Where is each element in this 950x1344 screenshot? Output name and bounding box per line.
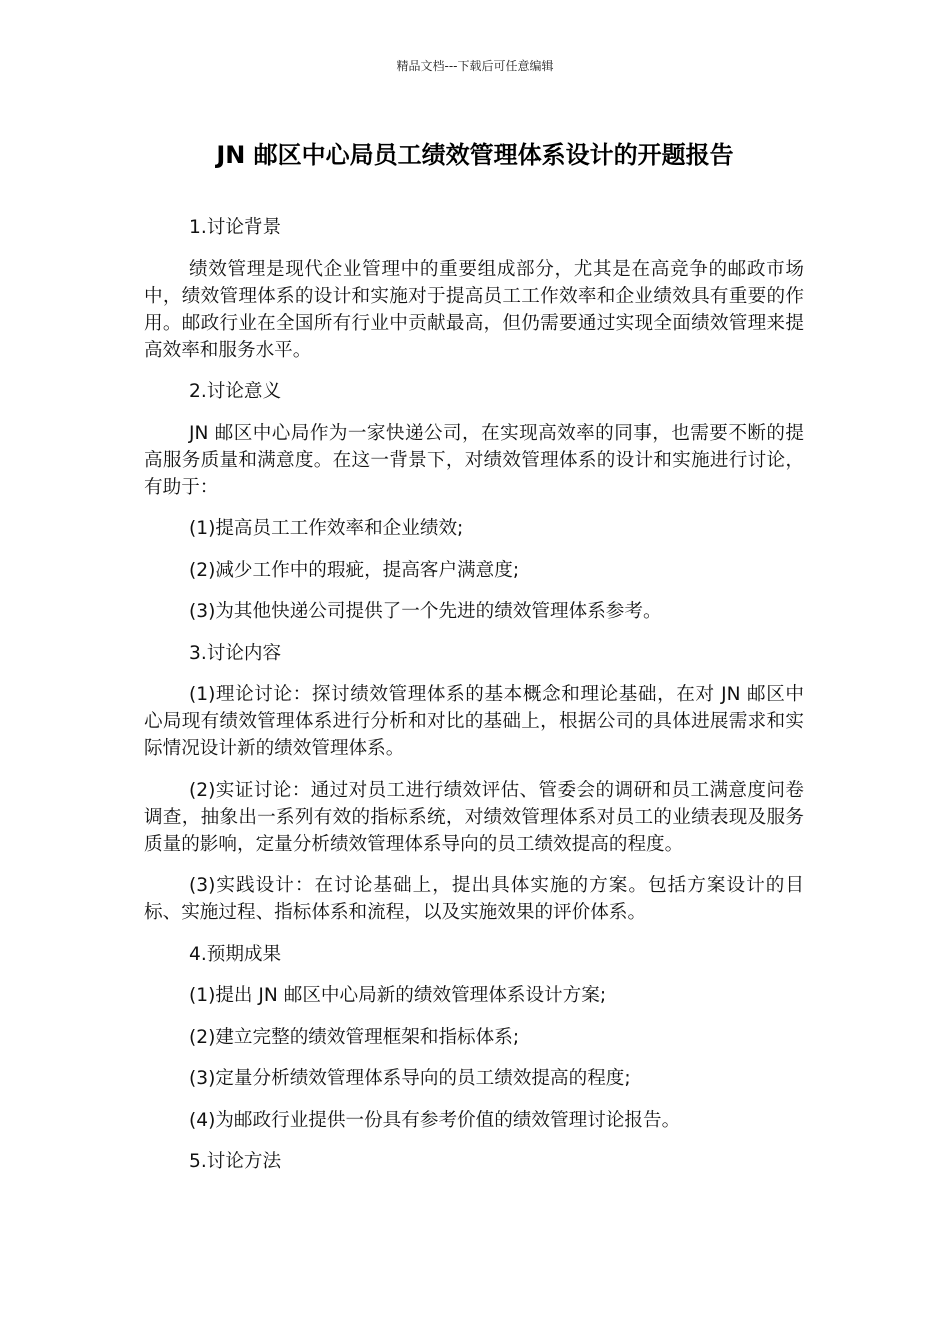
paragraph-background: 绩效管理是现代企业管理中的重要组成部分，尤其是在高竞争的邮政市场中，绩效管理体系的设计和实施对于提高员工工作效率和企业绩效具有重要的作用。邮政行业在全国所有行业中贡献最高，但仍需要通过实现全面绩效管理来提高效率和服务水平。 <box>144 258 804 361</box>
paragraph-content-practice: (3)实践设计：在讨论基础上，提出具体实施的方案。包括方案设计的目标、实施过程、指标体系和流程，以及实施效果的评价体系。 <box>144 875 804 923</box>
list-item-significance-3: (3)为其他快递公司提供了一个先进的绩效管理体系参考。 <box>189 601 662 622</box>
section-heading-methods: 5.讨论方法 <box>189 1151 282 1172</box>
list-item-significance-1: (1)提高员工工作效率和企业绩效; <box>189 518 464 539</box>
section-heading-significance: 2.讨论意义 <box>189 381 282 402</box>
list-item-outcome-2: (2)建立完整的绩效管理框架和指标体系; <box>189 1026 520 1048</box>
list-item-outcome-4: (4)为邮政行业提供一份具有参考价值的绩效管理讨论报告。 <box>189 1109 681 1131</box>
section-heading-background: 1.讨论背景 <box>189 217 282 238</box>
paragraph-content-theory: (1)理论讨论：探讨绩效管理体系的基本概念和理论基础，在对 JN 邮区中心局现有绩效管理体系进行分析和对比的基础上，根据公司的具体进展需求和实际情况设计新的绩效管理体系。 <box>144 684 804 759</box>
document-title: JN 邮区中心局员工绩效管理体系设计的开题报告 <box>216 141 734 169</box>
document-body <box>144 214 804 1190</box>
section-heading-content: 3.讨论内容 <box>189 642 282 664</box>
paragraph-significance: JN 邮区中心局作为一家快递公司，在实现高效率的同事，也需要不断的提高服务质量和满意度。在这一背景下，对绩效管理体系的设计和实施进行讨论，有助于： <box>144 422 804 498</box>
header-note: 精品文档---下载后可任意编辑 <box>396 59 554 73</box>
list-item-significance-2: (2)减少工作中的瑕疵，提高客户满意度; <box>189 559 520 581</box>
list-item-outcome-1: (1)提出 JN 邮区中心局新的绩效管理体系设计方案; <box>189 985 607 1006</box>
paragraph-content-empirical: (2)实证讨论：通过对员工进行绩效评估、管委会的调研和员工满意度问卷调查，抽象出一系列有效的指标系统，对绩效管理体系对员工的业绩表现及服务质量的影响，定量分析绩效管理体系导向的员工绩效提高的程度。 <box>144 779 804 855</box>
section-heading-outcomes: 4.预期成果 <box>189 943 282 965</box>
list-item-outcome-3: (3)定量分析绩效管理体系导向的员工绩效提高的程度; <box>189 1068 631 1089</box>
